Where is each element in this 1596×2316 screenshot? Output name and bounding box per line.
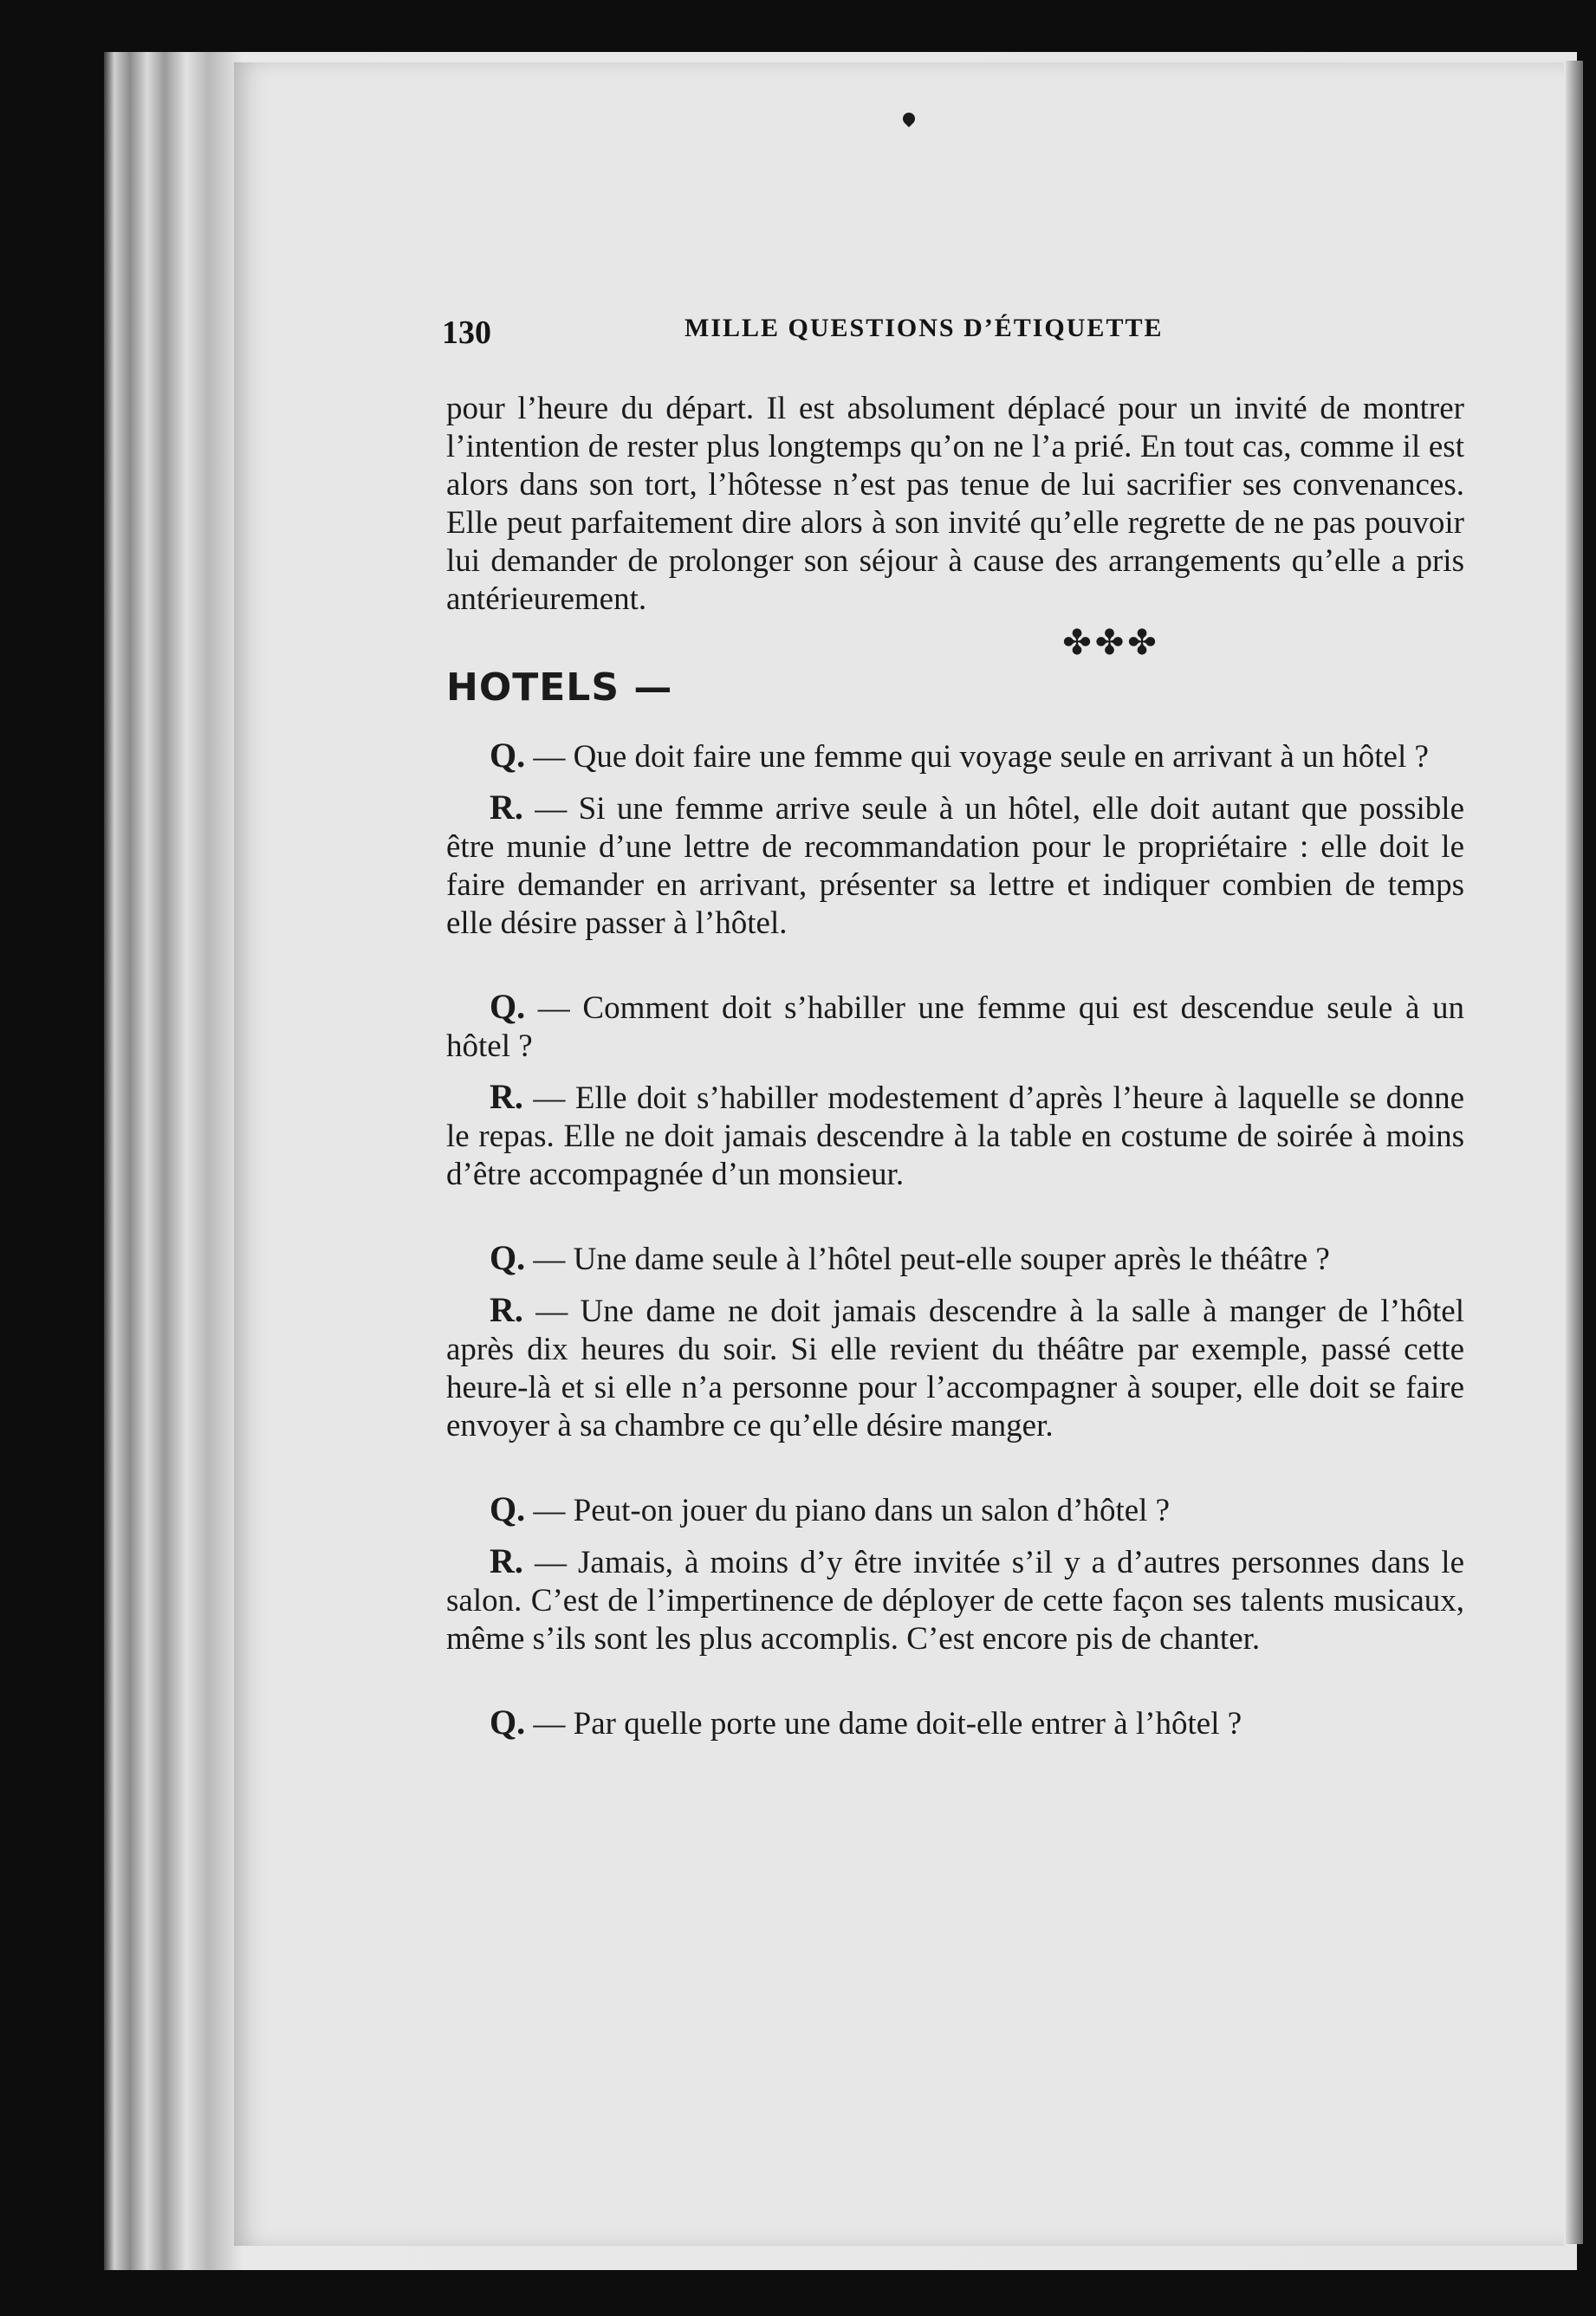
answer-text: — Si une femme arrive seule à un hôtel, elle doit autant que possible être munie d’une lettre de recommandation pour le propriétaire : elle doit le faire demander en arrivant, présenter sa lettre et indiquer combien de temps elle désire passer à l’hôtel.	[446, 791, 1465, 941]
question-2	[446, 988, 1464, 1066]
question-4	[446, 1490, 1464, 1530]
question-text: — Comment doit s’habiller une femme qui est descendue seule à un hôtel ?	[446, 990, 1465, 1064]
book-title: MILLE QUESTIONS D’ÉTIQUETTE	[684, 314, 1164, 342]
question-text: — Peut-on jouer du piano dans un salon d’hôtel ?	[533, 1493, 1171, 1528]
question-1	[446, 736, 1464, 776]
intro-paragraph: pour l’heure du départ. Il est absolument déplacé pour un invité de montrer l’intention de rester plus longtemps qu’on ne l’a prié. En tout cas, comme il est alors dans son tort, l’hôtesse n’est pas tenue de lui sacrifier ses convenances. Elle peut parfaitement dire alors à son invité qu’elle regrette de ne pas pouvoir lui demander de prolonger son séjour à cause des arrangements qu’elle a pris antérieurement.	[446, 391, 1464, 617]
r-marker: R.	[490, 1077, 523, 1116]
question-5	[446, 1703, 1464, 1743]
answer-text: — Une dame ne doit jamais descendre à la salle à manger de l’hôtel après dix heures du soir. Si elle revient du théâtre par exemple, passé cette heure-là et si elle n’a personne pour l’accompagner à souper, elle doit se faire envoyer à sa chambre ce qu’elle désire manger.	[446, 1294, 1464, 1443]
answer-text: — Elle doit s’habiller modestement d’après l’heure à laquelle se donne le repas. Elle ne doit jamais descendre à la table en costume de soirée à moins d’être accompagnée d’un monsieur.	[446, 1080, 1464, 1192]
answer-2	[446, 1078, 1464, 1194]
page-text	[446, 390, 1464, 1755]
r-marker: R.	[490, 1290, 523, 1329]
q-marker: Q.	[490, 987, 526, 1026]
section-ornament-icon: ✤✤✤	[1062, 623, 1160, 662]
answer-4	[446, 1542, 1464, 1658]
answer-1	[446, 788, 1464, 943]
q-marker: Q.	[490, 736, 526, 775]
q-marker: Q.	[490, 1238, 526, 1277]
q-marker: Q.	[490, 1489, 526, 1528]
r-marker: R.	[490, 788, 523, 827]
page-right-edge	[1566, 61, 1583, 2244]
question-text: — Par quelle porte une dame doit-elle entrer à l’hôtel ?	[533, 1706, 1242, 1742]
question-text: — Que doit faire une femme qui voyage seule en arrivant à un hôtel ?	[533, 739, 1429, 775]
answer-3	[446, 1291, 1464, 1445]
answer-text: — Jamais, à moins d’y être invitée s’il y a d’autres personnes dans le salon. C’est de l’impertinence de déployer de cette façon ses talents musicaux, même s’ils sont les plus accomplis. C’est encore pis de chanter.	[446, 1545, 1465, 1657]
page-number: 130	[442, 315, 491, 351]
question-3	[446, 1239, 1464, 1279]
r-marker: R.	[490, 1541, 523, 1580]
running-head	[442, 310, 1482, 362]
question-text: — Une dame seule à l’hôtel peut-elle souper après le théâtre ?	[533, 1242, 1330, 1277]
q-marker: Q.	[490, 1703, 526, 1742]
section-title: HOTELS —	[446, 665, 673, 710]
